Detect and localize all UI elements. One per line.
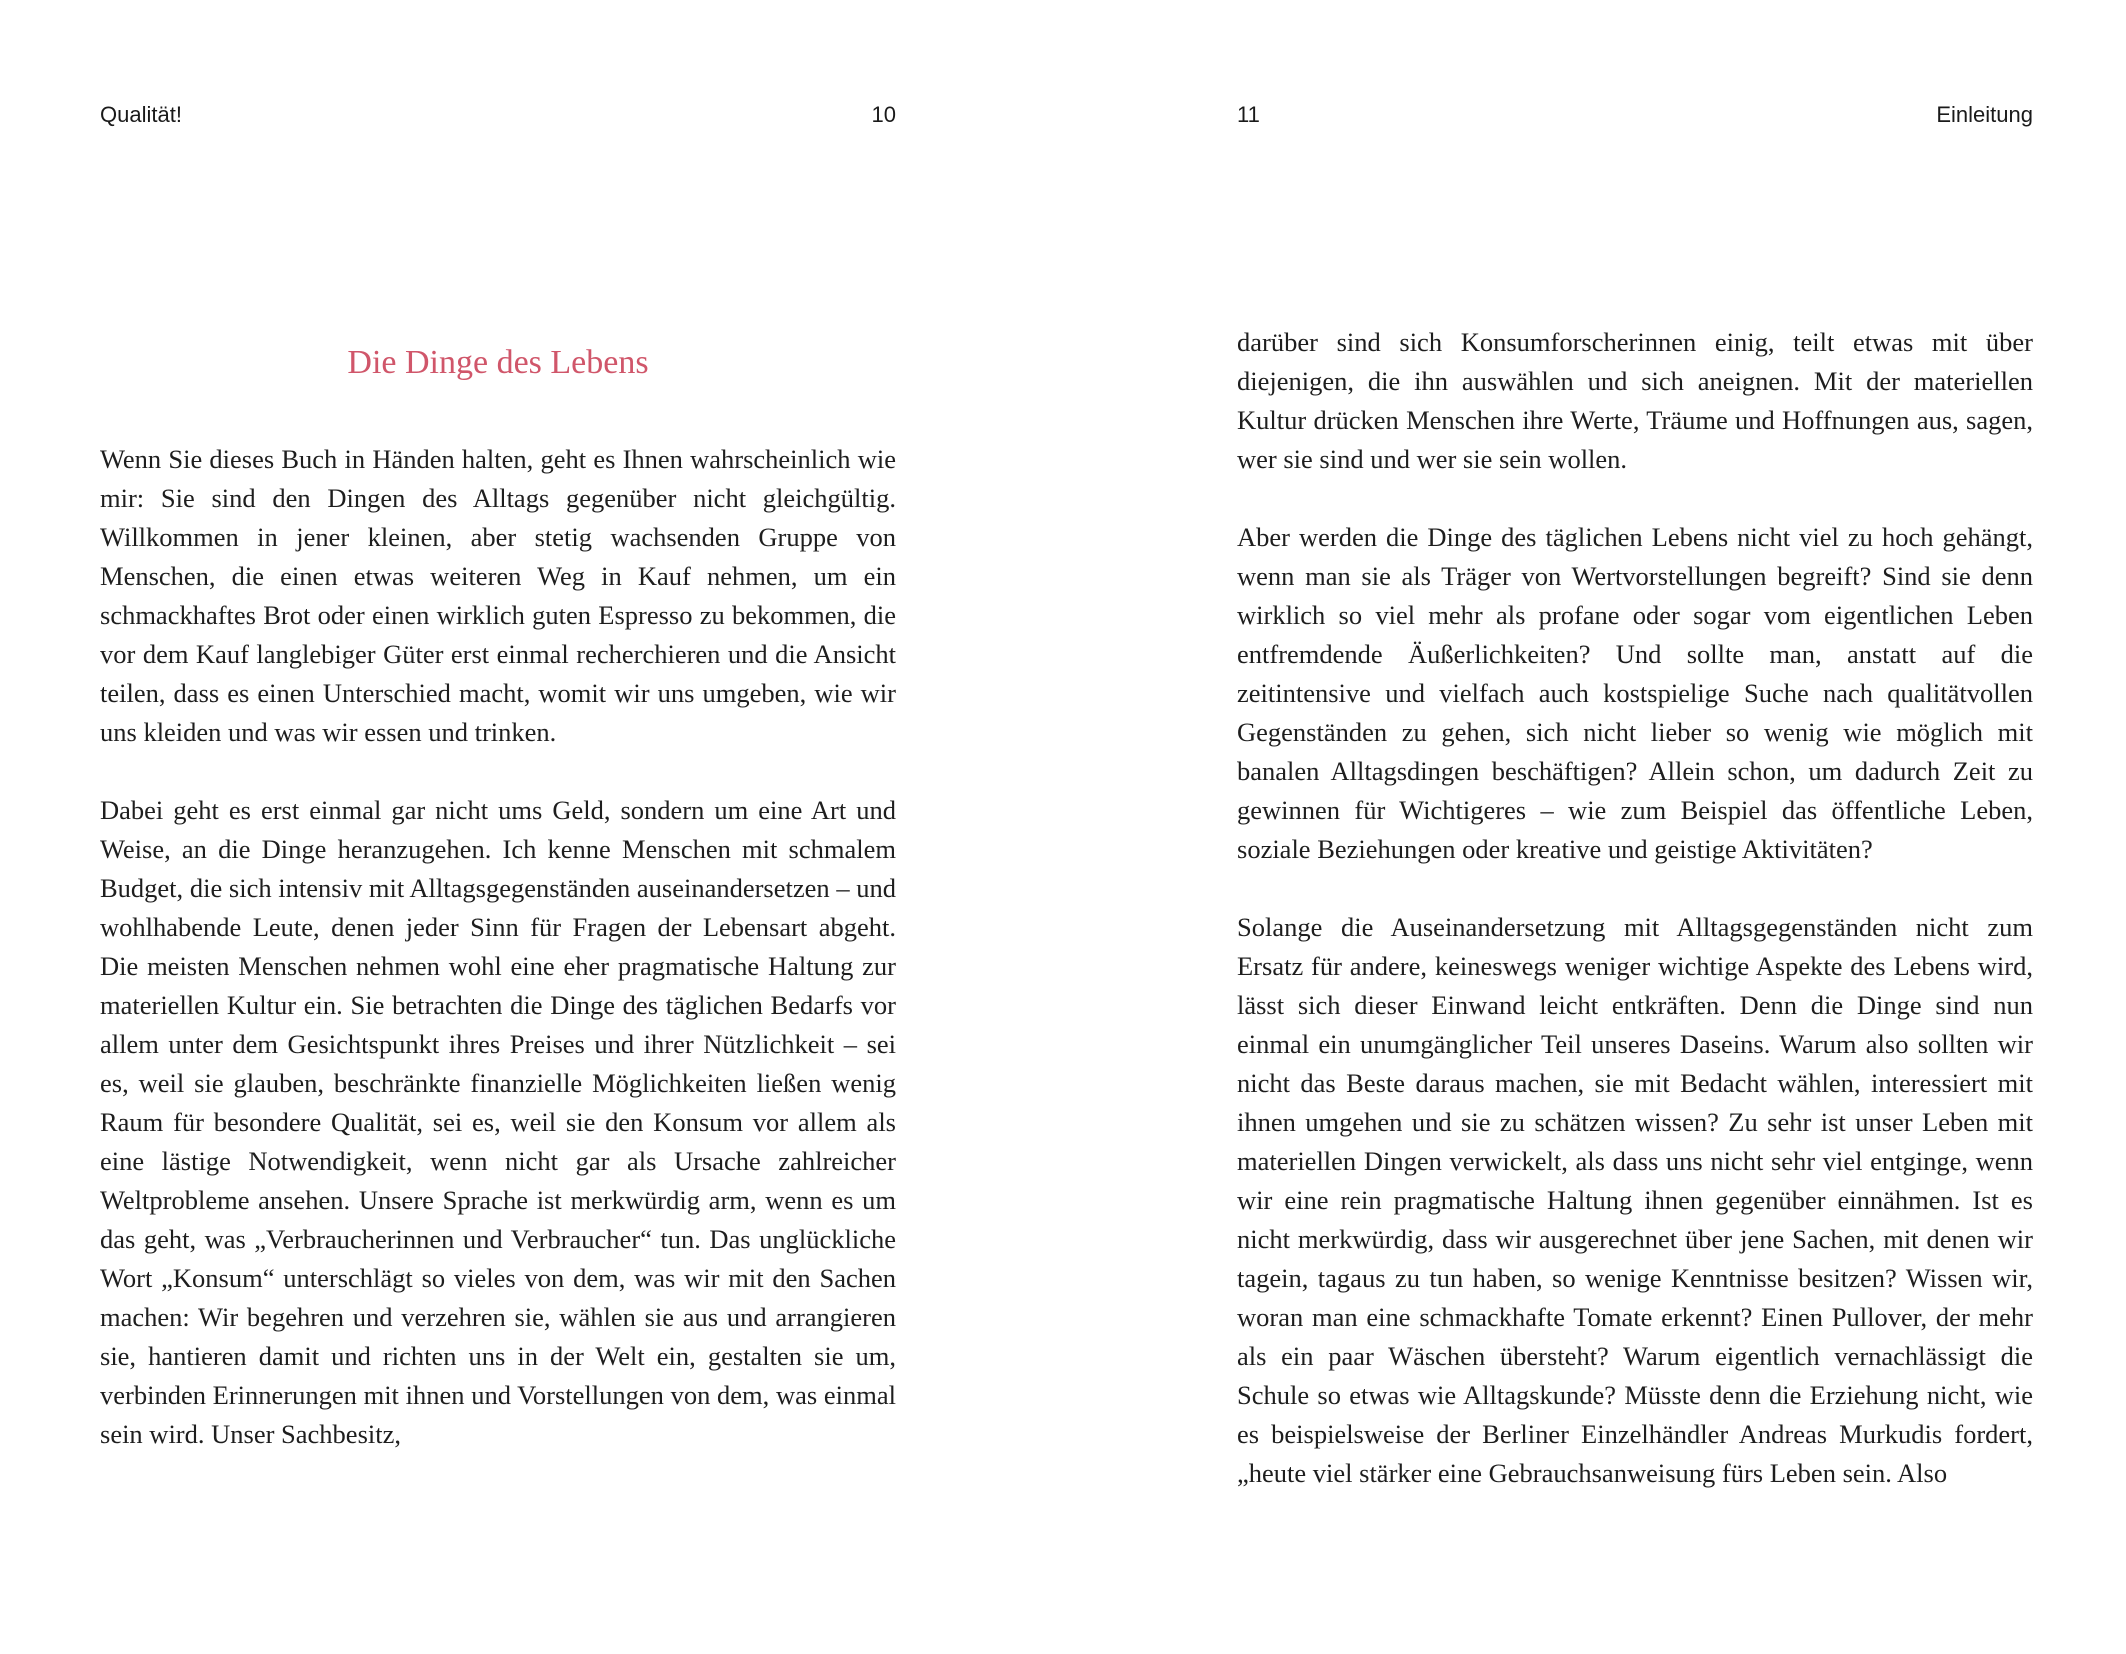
running-head-book-title: Qualität! <box>100 102 182 127</box>
left-running-head <box>100 100 896 130</box>
right-page <box>1237 0 2033 1654</box>
left-page <box>100 0 896 1654</box>
paragraph: Solange die Auseinandersetzung mit Alltagsgegenständen nicht zum Ersatz für andere, keineswegs weniger wichtige Aspekte des Lebens wird, lässt sich dieser Einwand leicht entkräften. Denn die Dinge sind nun einmal ein unumgänglicher Teil unseres Daseins. Warum also sollten wir nicht das Beste daraus machen, sie mit Bedacht wählen, interessiert mit ihnen umgehen und sie zu schätzen wissen? Zu sehr ist unser Leben mit materiellen Dingen verwickelt, als dass uns nicht sehr viel entginge, wenn wir eine rein pragmatische Haltung ihnen gegenüber einnähmen. Ist es nicht merkwürdig, dass wir ausgerechnet über jene Sachen, mit denen wir tagein, tagaus zu tun haben, so wenige Kenntnisse besitzen? Wissen wir, woran man eine schmackhafte Tomate erkennt? Einen Pullover, der mehr als ein paar Wäschen übersteht? Warum eigentlich vernachlässigt die Schule so etwas wie Alltagskunde? Müsste denn die Erziehung nicht, wie es beispielsweise der Berliner Einzelhändler Andreas Murkudis fordert, „heute viel stärker eine Gebrauchsanweisung fürs Leben sein. Also <box>1237 912 2033 1488</box>
page-number-left: 10 <box>871 102 896 127</box>
paragraph: Aber werden die Dinge des täglichen Lebens nicht viel zu hoch gehängt, wenn man sie als Träger von Wertvorstellungen begreift? Sind sie denn wirklich so viel mehr als profane oder sogar vom eigentlichen Leben entfremdende Äußerlichkeiten? Und sollte man, anstatt auf die zeitintensive und vielfach auch kostspielige Suche nach qualitätvollen Gegenständen zu gehen, sich nicht lieber so wenig wie möglich mit banalen Alltagsdingen beschäftigen? Allein schon, um dadurch Zeit zu gewinnen für Wichtigeres – wie zum Beispiel das öffentliche Leben, soziale Beziehungen oder kreative und geistige Aktivitäten? <box>1237 522 2033 864</box>
paragraph: Dabei geht es erst einmal gar nicht ums Geld, sondern um eine Art und Weise, an die Dinge heranzugehen. Ich kenne Menschen mit schmalem Budget, die sich intensiv mit Alltagsgegenständen auseinandersetzen – und wohlhabende Leute, denen jeder Sinn für Fragen der Lebensart abgeht. Die meisten Menschen nehmen wohl eine eher pragmatische Haltung zur materiellen Kultur ein. Sie betrachten die Dinge des täglichen Bedarfs vor allem unter dem Gesichtspunkt ihres Preises und ihrer Nützlichkeit – sei es, weil sie glauben, beschränkte finanzielle Möglichkeiten ließen wenig Raum für besondere Qualität, sei es, weil sie den Konsum vor allem als eine lästige Notwendigkeit, wenn nicht gar als Ursache zahlreicher Weltprobleme ansehen. Unsere Sprache ist merkwürdig arm, wenn es um das geht, was „Verbraucherinnen und Verbraucher“ tun. Das unglückliche Wort „Konsum“ unterschlägt so vieles von dem, was wir mit den Sachen machen: Wir begehren und verzehren sie, wählen sie aus und arrangieren sie, hantieren damit und richten uns in der Welt ein, gestalten sie um, verbinden Erinnerungen mit ihnen und Vorstellungen von dem, was einmal sein wird. Unser Sachbesitz, <box>100 795 896 1449</box>
chapter-title: Die Dinge des Lebens <box>347 343 649 381</box>
left-body-text <box>100 440 896 1493</box>
right-running-head <box>1237 100 2033 130</box>
running-head-chapter: Einleitung <box>1936 102 2033 127</box>
page-number-right: 11 <box>1237 102 1260 127</box>
right-body-text <box>1237 323 2033 1532</box>
paragraph: Wenn Sie dieses Buch in Händen halten, geht es Ihnen wahrscheinlich wie mir: Sie sind den Dingen des Alltags gegenüber nicht gleichgültig. Willkommen in jener kleinen, aber stetig wachsenden Gruppe von Menschen, die einen etwas weiteren Weg in Kauf nehmen, um ein schmackhaftes Brot oder einen wirklich guten Espresso zu bekommen, die vor dem Kauf langlebiger Güter erst einmal recherchieren und die Ansicht teilen, dass es einen Unterschied macht, womit wir uns umgeben, wie wir uns kleiden und was wir essen und trinken. <box>100 444 896 747</box>
paragraph: darüber sind sich Konsumforscherinnen einig, teilt etwas mit über diejenigen, die ihn auswählen und sich aneignen. Mit der materiellen Kultur drücken Menschen ihre Werte, Träume und Hoffnungen aus, sagen, wer sie sind und wer sie sein wollen. <box>1237 327 2033 474</box>
